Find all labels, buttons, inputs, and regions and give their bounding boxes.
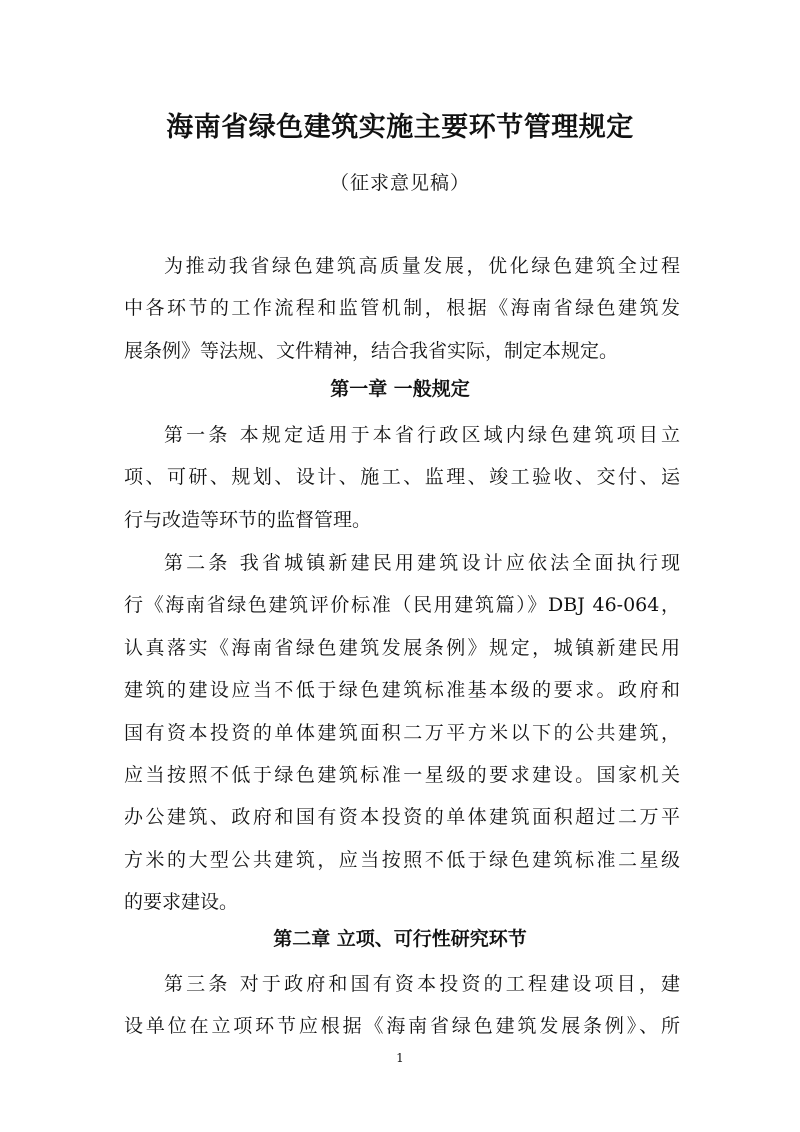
text-line: 行《海南省绿色建筑评价标准（民用建筑篇）》DBJ 46-064， bbox=[124, 594, 680, 617]
page-number: 1 bbox=[396, 1051, 404, 1065]
text-line: 行与改造等环节的监督管理。 bbox=[124, 508, 372, 531]
text-line: 建筑的建设应当不低于绿色建筑标准基本级的要求。政府和 bbox=[124, 679, 680, 702]
document-subtitle: （征求意见稿） bbox=[329, 172, 470, 194]
text-line: 第一条 本规定适用于本省行政区域内绿色建筑项目立 bbox=[164, 424, 680, 446]
text-line: 设单位在立项环节应根据《海南省绿色建筑发展条例》、所 bbox=[124, 1015, 680, 1038]
chapter-1-heading: 第一章 一般规定 bbox=[330, 378, 470, 400]
text-line: 办公建筑、政府和国有资本投资的单体建筑面积超过二万平 bbox=[124, 806, 680, 829]
text-line: 项、可研、规划、设计、施工、监理、竣工验收、交付、运 bbox=[124, 466, 680, 489]
article-2-paragraph bbox=[124, 542, 680, 924]
text-line: 的要求建设。 bbox=[124, 891, 239, 914]
text-line: 第三条 对于政府和国有资本投资的工程建设项目，建 bbox=[164, 973, 680, 995]
text-line: 中各环节的工作流程和监管机制，根据《海南省绿色建筑发 bbox=[124, 297, 680, 320]
text-line: 认真落实《海南省绿色建筑发展条例》规定，城镇新建民用 bbox=[124, 636, 680, 659]
article-3-paragraph bbox=[124, 963, 680, 1048]
preamble-paragraph bbox=[124, 245, 680, 372]
text-line: 应当按照不低于绿色建筑标准一星级的要求建设。国家机关 bbox=[124, 763, 680, 786]
text-line: 第二条 我省城镇新建民用建筑设计应依法全面执行现 bbox=[164, 552, 680, 574]
text-line: 国有资本投资的单体建筑面积二万平方米以下的公共建筑， bbox=[124, 721, 680, 744]
article-1-paragraph bbox=[124, 414, 680, 541]
text-line: 展条例》等法规、文件精神，结合我省实际，制定本规定。 bbox=[124, 339, 619, 362]
text-line: 为推动我省绿色建筑高质量发展，优化绿色建筑全过程 bbox=[164, 255, 680, 277]
text-line: 方米的大型公共建筑，应当按照不低于绿色建筑标准二星级 bbox=[124, 848, 680, 871]
document-title: 海南省绿色建筑实施主要环节管理规定 bbox=[166, 112, 634, 143]
chapter-2-heading: 第二章 立项、可行性研究环节 bbox=[273, 928, 527, 950]
